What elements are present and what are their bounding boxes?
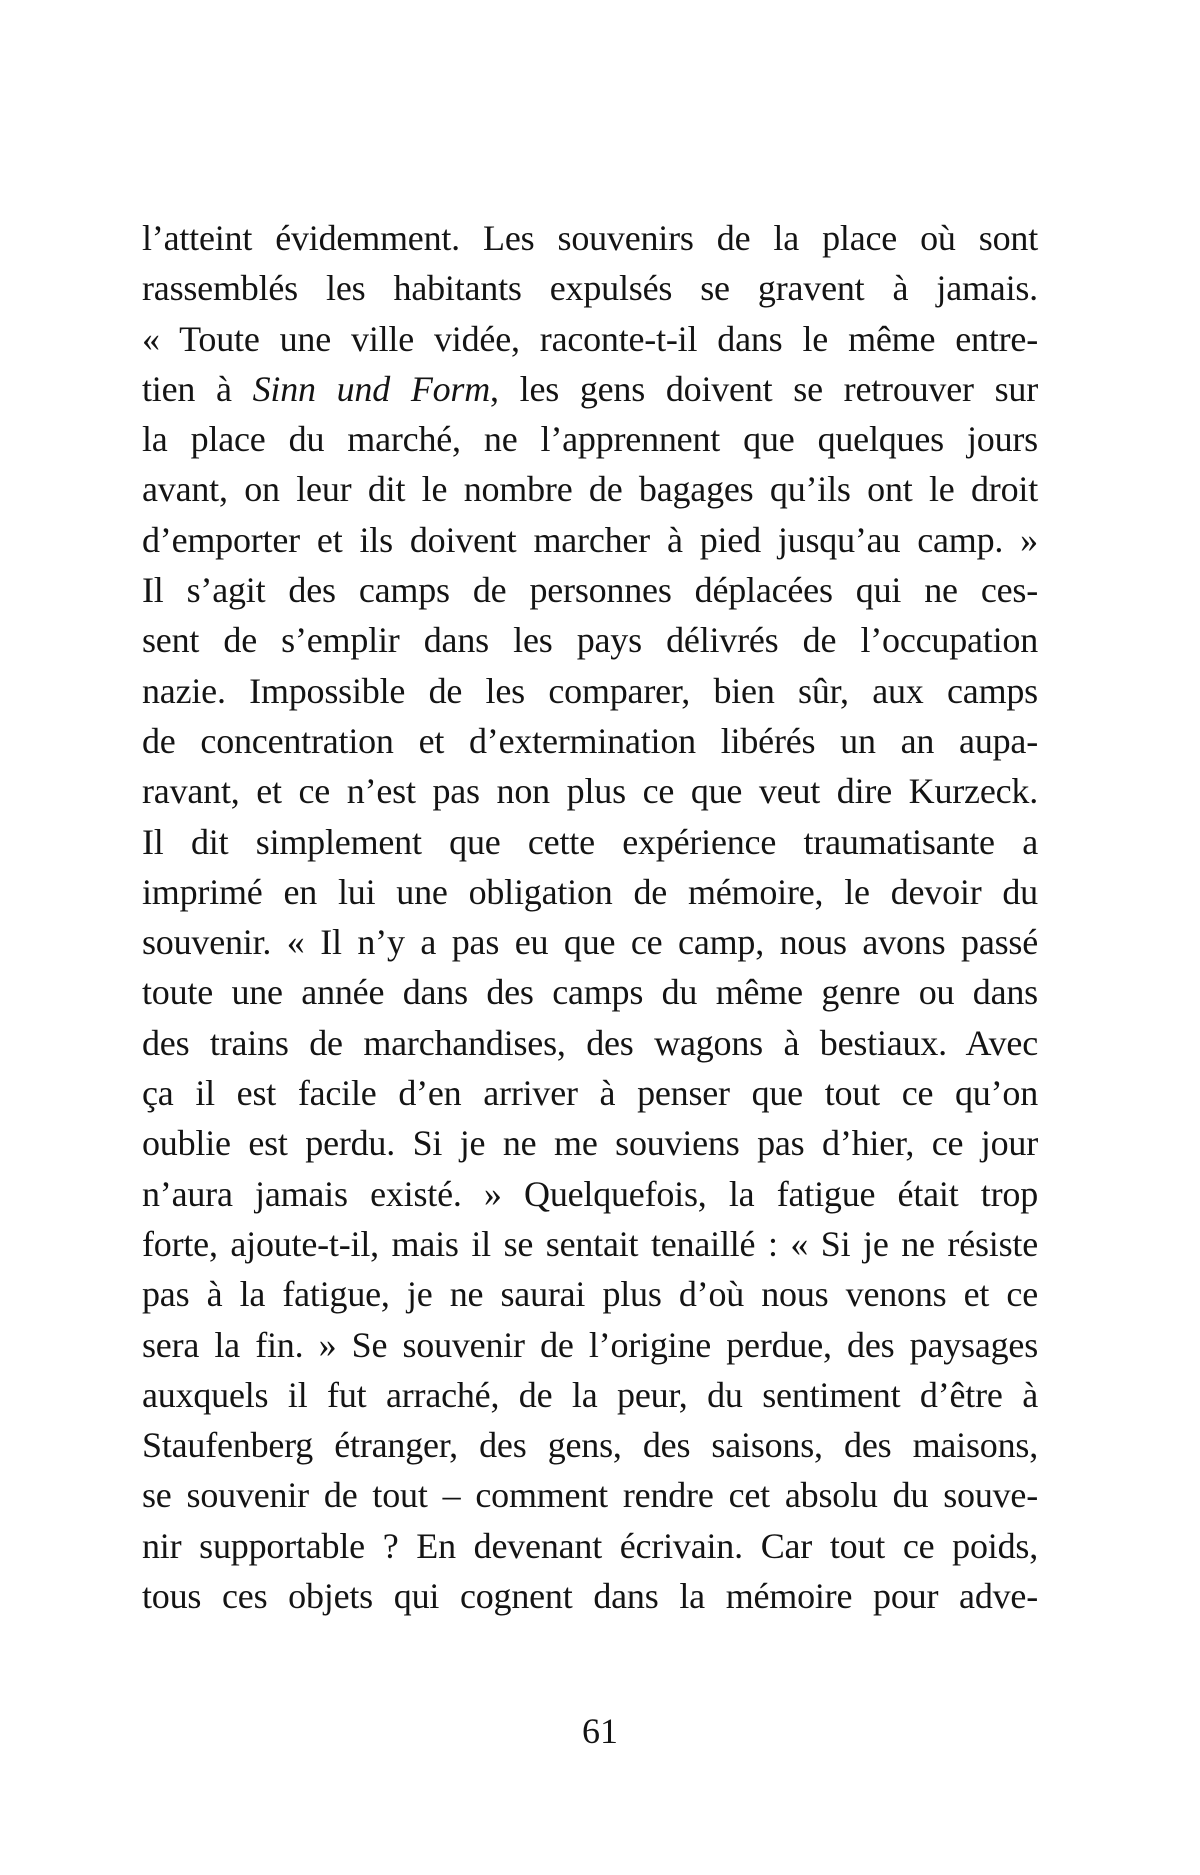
text-segment: d’emporter et ils doivent marcher à pied jusqu’au camp. » bbox=[142, 519, 1038, 560]
text-line bbox=[142, 364, 1038, 414]
text-segment: des trains de marchandises, des wagons à bestiaux. Avec bbox=[142, 1022, 1038, 1063]
text-line bbox=[142, 1068, 1038, 1118]
italic-title: Sinn und Form bbox=[252, 368, 491, 409]
text-line bbox=[142, 1420, 1038, 1470]
text-segment: « Toute une ville vidée, raconte-t-il dans le même entre- bbox=[142, 318, 1038, 359]
text-line bbox=[142, 917, 1038, 967]
text-line bbox=[142, 766, 1038, 816]
text-segment: forte, ajoute-t-il, mais il se sentait tenaillé : « Si je ne résiste bbox=[142, 1223, 1038, 1264]
text-line bbox=[142, 716, 1038, 766]
text-line bbox=[142, 1571, 1038, 1621]
text-segment: Il dit simplement que cette expérience traumatisante a bbox=[142, 821, 1038, 862]
text-segment: l’atteint évidemment. Les souvenirs de la place où sont bbox=[142, 218, 1038, 258]
text-line bbox=[142, 1269, 1038, 1319]
text-segment: sera la fin. » Se souvenir de l’origine perdue, des paysages bbox=[142, 1324, 1038, 1365]
text-line bbox=[142, 213, 1038, 263]
text-line bbox=[142, 1219, 1038, 1269]
text-line bbox=[142, 314, 1038, 364]
text-segment: ravant, et ce n’est pas non plus ce que veut dire Kurzeck. bbox=[142, 771, 1038, 812]
text-segment: n’aura jamais existé. » Quelquefois, la fatigue était trop bbox=[142, 1173, 1038, 1214]
text-line bbox=[142, 615, 1038, 665]
text-line bbox=[142, 515, 1038, 565]
text-segment: tous ces objets qui cognent dans la mémoire pour adve- bbox=[142, 1576, 1038, 1617]
text-segment: la place du marché, ne l’apprennent que quelques jours bbox=[142, 419, 1038, 460]
text-segment: Il s’agit des camps de personnes déplacées qui ne ces- bbox=[142, 570, 1038, 611]
text-segment: nazie. Impossible de les comparer, bien sûr, aux camps bbox=[142, 670, 1038, 711]
text-segment: toute une année dans des camps du même genre ou dans bbox=[142, 972, 1038, 1013]
text-segment: tien à bbox=[142, 368, 253, 409]
text-segment: , les gens doivent se retrouver sur bbox=[490, 368, 1038, 409]
text-segment: nir supportable ? En devenant écrivain. Car tout ce poids, bbox=[142, 1525, 1038, 1566]
text-line bbox=[142, 1018, 1038, 1068]
text-segment: rassemblés les habitants expulsés se gravent à jamais. bbox=[142, 268, 1038, 309]
text-line bbox=[142, 1320, 1038, 1370]
text-line bbox=[142, 1169, 1038, 1219]
text-line bbox=[142, 817, 1038, 867]
text-segment: imprimé en lui une obligation de mémoire, le devoir du bbox=[142, 871, 1038, 912]
text-line bbox=[142, 867, 1038, 917]
body-paragraph bbox=[142, 213, 1038, 1621]
text-line bbox=[142, 263, 1038, 313]
text-line bbox=[142, 414, 1038, 464]
text-segment: ça il est facile d’en arriver à penser que tout ce qu’on bbox=[142, 1073, 1038, 1114]
text-line bbox=[142, 666, 1038, 716]
text-segment: sent de s’emplir dans les pays délivrés de l’occupation bbox=[142, 620, 1038, 661]
text-segment: avant, on leur dit le nombre de bagages qu’ils ont le droit bbox=[142, 469, 1038, 510]
text-segment: oublie est perdu. Si je ne me souviens pas d’hier, ce jour bbox=[142, 1123, 1038, 1164]
text-line bbox=[142, 967, 1038, 1017]
text-segment: de concentration et d’extermination libérés un an aupa- bbox=[142, 720, 1038, 761]
text-segment: se souvenir de tout – comment rendre cet absolu du souve- bbox=[142, 1475, 1038, 1516]
text-line bbox=[142, 464, 1038, 514]
page-number: 61 bbox=[582, 1711, 618, 1751]
text-line bbox=[142, 1521, 1038, 1571]
text-line bbox=[142, 1370, 1038, 1420]
text-segment: souvenir. « Il n’y a pas eu que ce camp, nous avons passé bbox=[142, 922, 1038, 963]
text-line bbox=[142, 1470, 1038, 1520]
text-line bbox=[142, 565, 1038, 615]
text-segment: auxquels il fut arraché, de la peur, du sentiment d’être à bbox=[142, 1374, 1038, 1415]
text-segment: Staufenberg étranger, des gens, des saisons, des maisons, bbox=[142, 1425, 1038, 1466]
text-segment: pas à la fatigue, je ne saurai plus d’où nous venons et ce bbox=[142, 1274, 1038, 1315]
text-line bbox=[142, 1118, 1038, 1168]
